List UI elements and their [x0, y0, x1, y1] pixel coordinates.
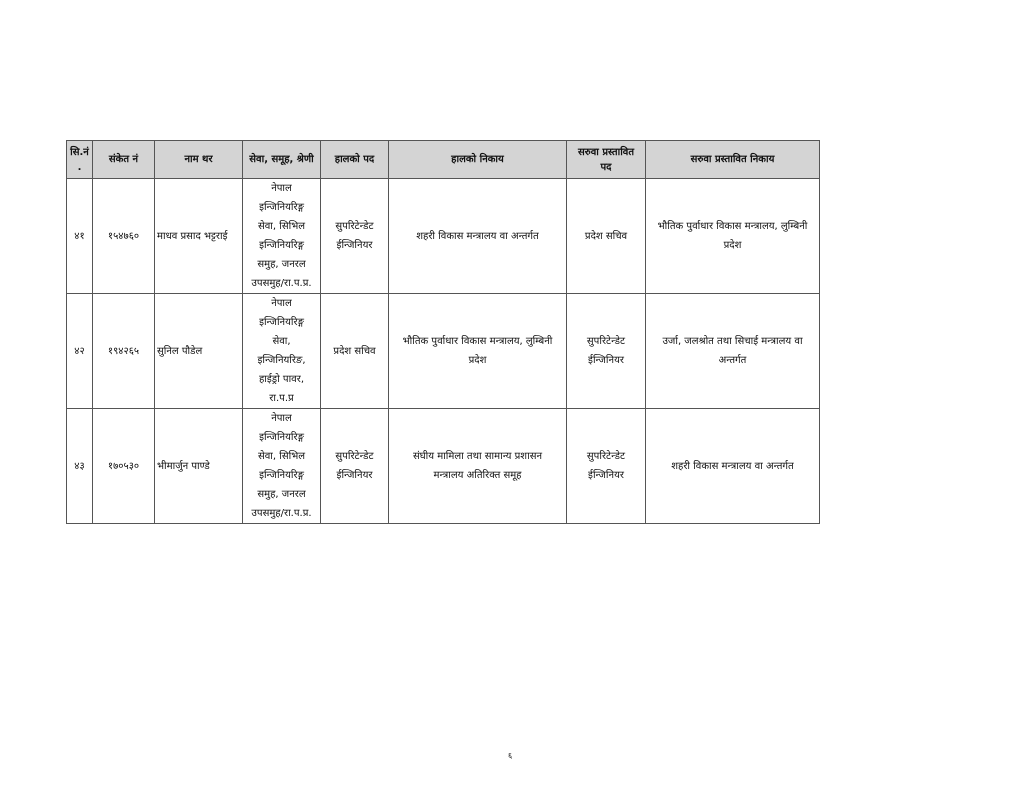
cell-current-post: सुपरिटेन्डेट ईन्जिनियर [321, 179, 389, 294]
table-row [67, 409, 820, 524]
cell-code: १९४२६५ [93, 294, 155, 409]
cell-name: भीमार्जुन पाण्डे [155, 409, 243, 524]
cell-serial: ४३ [67, 409, 93, 524]
cell-serial: ४२ [67, 294, 93, 409]
cell-current-post: प्रदेश सचिव [321, 294, 389, 409]
table-row [67, 294, 820, 409]
cell-proposed-office: शहरी विकास मन्त्रालय वा अन्तर्गत [646, 409, 820, 524]
table-header [67, 141, 820, 179]
cell-name: सुनिल पौडेल [155, 294, 243, 409]
cell-proposed-office: उर्जा, जलश्रोत तथा सिचाई मन्त्रालय वा अन्तर्गत [646, 294, 820, 409]
header-current-office: हालको निकाय [389, 141, 567, 179]
header-row [67, 141, 820, 179]
transfer-table [66, 140, 820, 524]
cell-name: माधव प्रसाद भट्टराई [155, 179, 243, 294]
cell-proposed-post: सुपरिटेन्डेट ईन्जिनियर [567, 294, 646, 409]
cell-current-post: सुपरिटेन्डेट ईन्जिनियर [321, 409, 389, 524]
cell-code: १७०५३० [93, 409, 155, 524]
cell-service: नेपाल इन्जिनियरिङ्ग सेवा, सिभिल इन्जिनियरिङ्ग समुह, जनरल उपसमुह/रा.प.प्र. [243, 179, 321, 294]
cell-code: १५४७६० [93, 179, 155, 294]
header-code: संकेत नं [93, 141, 155, 179]
cell-proposed-post: सुपरिटेन्डेट ईन्जिनियर [567, 409, 646, 524]
cell-service: नेपाल इन्जिनियरिङ्ग सेवा, सिभिल इन्जिनियरिङ्ग समुह, जनरल उपसमुह/रा.प.प्र. [243, 409, 321, 524]
header-serial: सि.नं . [67, 141, 93, 179]
header-name: नाम थर [155, 141, 243, 179]
header-proposed-post: सरुवा प्रस्तावित पद [567, 141, 646, 179]
header-service: सेवा, समूह, श्रेणी [243, 141, 321, 179]
cell-proposed-office: भौतिक पुर्वाधार विकास मन्त्रालय, लुम्बिनी प्रदेश [646, 179, 820, 294]
table-row [67, 179, 820, 294]
header-proposed-office: सरुवा प्रस्तावित निकाय [646, 141, 820, 179]
cell-current-office: संघीय मामिला तथा सामान्य प्रशासन मन्त्रालय अतिरिक्त समूह [389, 409, 567, 524]
cell-service: नेपाल इन्जिनियरिङ्ग सेवा, इन्जिनियरिङ, हाईड्रो पावर, रा.प.प्र [243, 294, 321, 409]
page-number: ६ [508, 751, 513, 760]
cell-current-office: शहरी विकास मन्त्रालय वा अन्तर्गत [389, 179, 567, 294]
cell-proposed-post: प्रदेश सचिव [567, 179, 646, 294]
cell-current-office: भौतिक पुर्वाधार विकास मन्त्रालय, लुम्बिनी प्रदेश [389, 294, 567, 409]
cell-serial: ४१ [67, 179, 93, 294]
header-current-post: हालको पद [321, 141, 389, 179]
